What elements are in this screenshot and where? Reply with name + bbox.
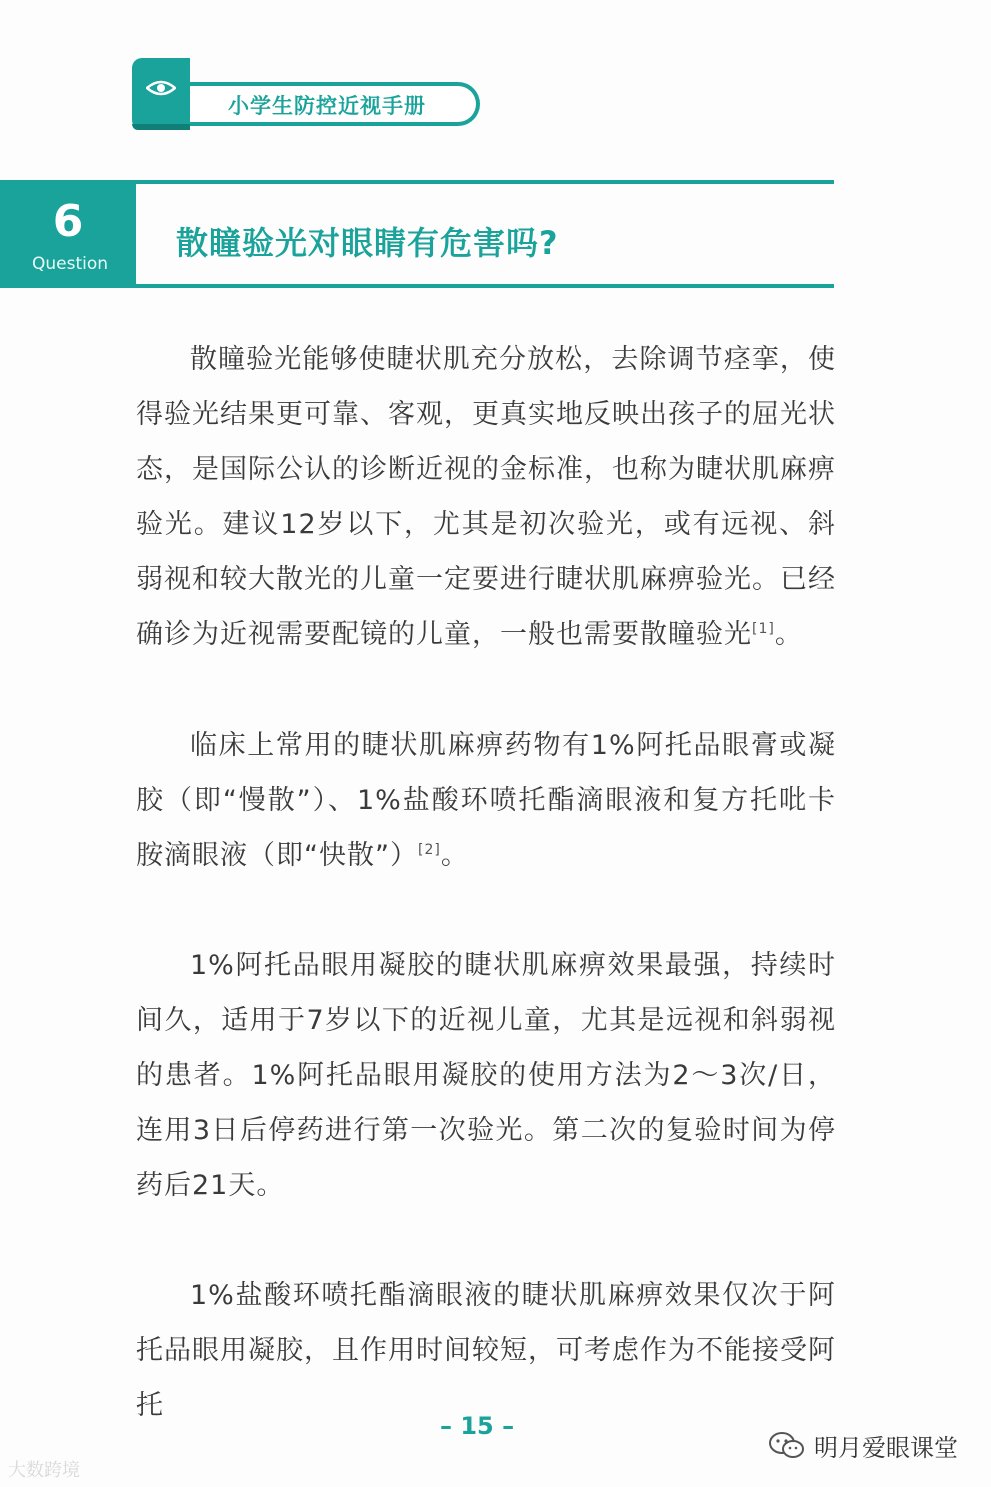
book-header-badge (132, 58, 484, 130)
paragraph-4 (136, 1268, 836, 1433)
paragraph-text: 1%盐酸环喷托酯滴眼液的睫状肌麻痹效果仅次于阿托品眼用凝胶，且作用时间较短，可考虑作为不能接受阿托 (136, 1280, 836, 1421)
question-bottom-rule (136, 284, 834, 288)
paragraph-2 (136, 718, 836, 883)
paragraph-text: 临床上常用的睫状肌麻痹药物有1%阿托品眼膏或凝胶（即“慢散”）、1%盐酸环喷托酯滴眼液和复方托吡卡胺滴眼液（即“快散”） (136, 730, 836, 871)
citation-ref: [2] (417, 842, 441, 858)
paragraph-3 (136, 938, 836, 1213)
citation-ref: [1] (752, 621, 775, 637)
wechat-icon (768, 1431, 806, 1461)
page-number: – 15 – (440, 1412, 515, 1440)
watermark-right-text: 明月爱眼课堂 (814, 1434, 958, 1462)
paragraph-text: 散瞳验光能够使睫状肌充分放松，去除调节痉挛，使得验光结果更可靠、客观，更真实地反映出孩子的屈光状态，是国际公认的诊断近视的金标准，也称为睫状肌麻痹验光。建议12岁以下，尤其是初次验光，或有远视、斜弱视和较大散光的儿童一定要进行睫状肌麻痹验光。已经确诊为近视需要配镜的儿童，一般也需要散瞳验光 (136, 344, 836, 650)
book-spine-bottom (132, 124, 190, 130)
paragraph-tail: 。 (774, 619, 803, 650)
watermark-right (768, 1428, 958, 1463)
paragraph-1 (136, 332, 836, 662)
question-number: 6 (52, 196, 84, 247)
book-title: 小学生防控近视手册 (228, 94, 426, 118)
paragraph-tail: 。 (440, 840, 469, 871)
eye-icon (146, 80, 176, 96)
question-word: Question (31, 254, 109, 274)
paragraph-text: 1%阿托品眼用凝胶的睫状肌麻痹效果最强，持续时间久，适用于7岁以下的近视儿童，尤其是远视和斜弱视的患者。1%阿托品眼用凝胶的使用方法为2～3次/日，连用3日后停药进行第一次验光。第二次的复验时间为停药后21天。 (136, 950, 836, 1201)
question-title: 散瞳验光对眼睛有危害吗? (176, 224, 559, 262)
watermark-left: 大数跨境 (8, 1460, 80, 1481)
question-top-rule (136, 180, 834, 184)
